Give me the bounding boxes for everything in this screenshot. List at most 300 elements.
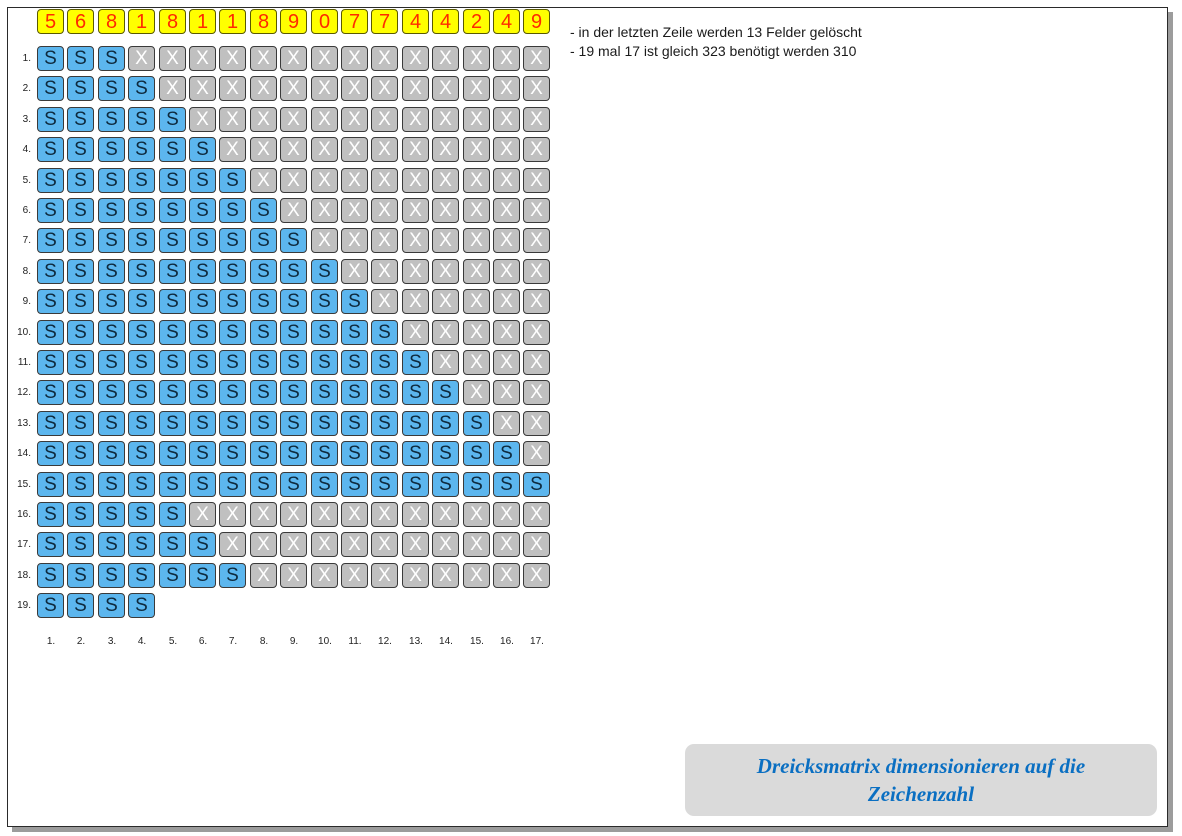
deleted-cell: X xyxy=(523,350,550,375)
deleted-cell: X xyxy=(523,76,550,101)
filled-cell: S xyxy=(463,411,490,436)
filled-cell: S xyxy=(219,259,246,284)
filled-cell: S xyxy=(98,320,125,345)
deleted-cell: X xyxy=(523,502,550,527)
deleted-cell: X xyxy=(432,137,459,162)
filled-cell: S xyxy=(98,76,125,101)
filled-cell: S xyxy=(189,380,216,405)
filled-cell: S xyxy=(280,350,307,375)
deleted-cell: X xyxy=(402,320,429,345)
deleted-cell: X xyxy=(250,502,277,527)
deleted-cell: X xyxy=(219,137,246,162)
row-label: 17. xyxy=(17,539,31,550)
filled-cell: S xyxy=(189,198,216,223)
deleted-cell: X xyxy=(280,532,307,557)
filled-cell: S xyxy=(311,259,338,284)
row-label: 16. xyxy=(17,509,31,520)
filled-cell: S xyxy=(37,532,64,557)
deleted-cell: X xyxy=(493,228,520,253)
deleted-cell: X xyxy=(432,198,459,223)
deleted-cell: X xyxy=(493,107,520,132)
digit-cell: 8 xyxy=(250,9,277,34)
filled-cell: S xyxy=(98,563,125,588)
filled-cell: S xyxy=(159,502,186,527)
filled-cell: S xyxy=(37,137,64,162)
deleted-cell: X xyxy=(250,46,277,71)
row-label: 7. xyxy=(22,235,31,246)
filled-cell: S xyxy=(250,228,277,253)
deleted-cell: X xyxy=(280,76,307,101)
deleted-cell: X xyxy=(463,380,490,405)
deleted-cell: X xyxy=(463,502,490,527)
filled-cell: S xyxy=(98,380,125,405)
filled-cell: S xyxy=(189,137,216,162)
filled-cell: S xyxy=(128,107,155,132)
filled-cell: S xyxy=(37,380,64,405)
digit-cell: 4 xyxy=(493,9,520,34)
filled-cell: S xyxy=(280,380,307,405)
row-label: 14. xyxy=(17,448,31,459)
filled-cell: S xyxy=(67,198,94,223)
deleted-cell: X xyxy=(250,137,277,162)
filled-cell: S xyxy=(67,168,94,193)
deleted-cell: X xyxy=(463,107,490,132)
deleted-cell: X xyxy=(311,168,338,193)
deleted-cell: X xyxy=(432,76,459,101)
filled-cell: S xyxy=(311,350,338,375)
filled-cell: S xyxy=(463,472,490,497)
deleted-cell: X xyxy=(250,76,277,101)
deleted-cell: X xyxy=(311,107,338,132)
deleted-cell: X xyxy=(189,76,216,101)
deleted-cell: X xyxy=(189,107,216,132)
deleted-cell: X xyxy=(402,289,429,314)
filled-cell: S xyxy=(250,411,277,436)
filled-cell: S xyxy=(189,532,216,557)
digit-cell: 9 xyxy=(523,9,550,34)
deleted-cell: X xyxy=(432,320,459,345)
filled-cell: S xyxy=(159,198,186,223)
filled-cell: S xyxy=(250,472,277,497)
deleted-cell: X xyxy=(463,198,490,223)
filled-cell: S xyxy=(37,259,64,284)
column-label: 7. xyxy=(228,636,238,647)
digit-cell: 2 xyxy=(463,9,490,34)
deleted-cell: X xyxy=(280,107,307,132)
column-label: 11. xyxy=(348,636,362,647)
filled-cell: S xyxy=(189,350,216,375)
deleted-cell: X xyxy=(493,198,520,223)
deleted-cell: X xyxy=(523,198,550,223)
filled-cell: S xyxy=(402,350,429,375)
deleted-cell: X xyxy=(523,441,550,466)
deleted-cell: X xyxy=(523,289,550,314)
deleted-cell: X xyxy=(402,168,429,193)
title-text: Dreicksmatrix dimensionieren auf die Zeichenzahl xyxy=(756,754,1086,806)
title-box xyxy=(685,744,1157,816)
deleted-cell: X xyxy=(463,168,490,193)
filled-cell: S xyxy=(159,350,186,375)
row-label: 18. xyxy=(17,570,31,581)
deleted-cell: X xyxy=(371,532,398,557)
filled-cell: S xyxy=(128,593,155,618)
column-label: 16. xyxy=(500,636,514,647)
row-label: 15. xyxy=(17,479,31,490)
deleted-cell: X xyxy=(402,46,429,71)
filled-cell: S xyxy=(37,46,64,71)
filled-cell: S xyxy=(159,168,186,193)
deleted-cell: X xyxy=(371,259,398,284)
filled-cell: S xyxy=(250,289,277,314)
digit-cell: 7 xyxy=(371,9,398,34)
deleted-cell: X xyxy=(341,532,368,557)
deleted-cell: X xyxy=(402,532,429,557)
filled-cell: S xyxy=(159,137,186,162)
deleted-cell: X xyxy=(219,76,246,101)
deleted-cell: X xyxy=(493,289,520,314)
row-label: 19. xyxy=(17,600,31,611)
deleted-cell: X xyxy=(311,76,338,101)
deleted-cell: X xyxy=(280,502,307,527)
filled-cell: S xyxy=(37,168,64,193)
filled-cell: S xyxy=(493,441,520,466)
filled-cell: S xyxy=(67,441,94,466)
filled-cell: S xyxy=(219,228,246,253)
filled-cell: S xyxy=(371,350,398,375)
deleted-cell: X xyxy=(371,289,398,314)
filled-cell: S xyxy=(159,563,186,588)
deleted-cell: X xyxy=(341,168,368,193)
filled-cell: S xyxy=(280,320,307,345)
deleted-cell: X xyxy=(311,46,338,71)
filled-cell: S xyxy=(37,198,64,223)
column-label: 15. xyxy=(470,636,484,647)
deleted-cell: X xyxy=(311,532,338,557)
deleted-cell: X xyxy=(371,46,398,71)
filled-cell: S xyxy=(128,228,155,253)
deleted-cell: X xyxy=(493,76,520,101)
deleted-cell: X xyxy=(523,563,550,588)
deleted-cell: X xyxy=(371,137,398,162)
deleted-cell: X xyxy=(280,137,307,162)
filled-cell: S xyxy=(67,563,94,588)
filled-cell: S xyxy=(341,472,368,497)
filled-cell: S xyxy=(432,441,459,466)
filled-cell: S xyxy=(67,320,94,345)
deleted-cell: X xyxy=(402,259,429,284)
digit-cell: 0 xyxy=(311,9,338,34)
filled-cell: S xyxy=(67,532,94,557)
digit-cell: 4 xyxy=(432,9,459,34)
deleted-cell: X xyxy=(280,563,307,588)
digit-cell: 6 xyxy=(67,9,94,34)
deleted-cell: X xyxy=(463,563,490,588)
filled-cell: S xyxy=(37,289,64,314)
deleted-cell: X xyxy=(341,76,368,101)
digit-cell: 8 xyxy=(98,9,125,34)
filled-cell: S xyxy=(189,259,216,284)
deleted-cell: X xyxy=(493,320,520,345)
row-label: 5. xyxy=(22,175,31,186)
filled-cell: S xyxy=(98,441,125,466)
deleted-cell: X xyxy=(371,107,398,132)
row-label: 11. xyxy=(17,357,31,368)
deleted-cell: X xyxy=(311,502,338,527)
filled-cell: S xyxy=(402,441,429,466)
filled-cell: S xyxy=(159,441,186,466)
filled-cell: S xyxy=(280,411,307,436)
filled-cell: S xyxy=(98,593,125,618)
deleted-cell: X xyxy=(371,76,398,101)
filled-cell: S xyxy=(128,168,155,193)
deleted-cell: X xyxy=(311,563,338,588)
filled-cell: S xyxy=(128,380,155,405)
deleted-cell: X xyxy=(341,107,368,132)
filled-cell: S xyxy=(280,228,307,253)
filled-cell: S xyxy=(341,441,368,466)
filled-cell: S xyxy=(67,593,94,618)
deleted-cell: X xyxy=(311,137,338,162)
deleted-cell: X xyxy=(463,259,490,284)
digit-cell: 1 xyxy=(128,9,155,34)
deleted-cell: X xyxy=(250,168,277,193)
filled-cell: S xyxy=(67,76,94,101)
column-label: 1. xyxy=(46,636,56,647)
deleted-cell: X xyxy=(493,168,520,193)
digit-cell: 8 xyxy=(159,9,186,34)
deleted-cell: X xyxy=(341,137,368,162)
deleted-cell: X xyxy=(523,46,550,71)
filled-cell: S xyxy=(98,532,125,557)
deleted-cell: X xyxy=(432,259,459,284)
deleted-cell: X xyxy=(463,76,490,101)
filled-cell: S xyxy=(341,289,368,314)
filled-cell: S xyxy=(219,472,246,497)
filled-cell: S xyxy=(189,441,216,466)
deleted-cell: X xyxy=(523,228,550,253)
column-label: 13. xyxy=(409,636,423,647)
filled-cell: S xyxy=(250,259,277,284)
row-label: 2. xyxy=(22,83,31,94)
column-label: 14. xyxy=(439,636,453,647)
filled-cell: S xyxy=(311,472,338,497)
digit-cell: 5 xyxy=(37,9,64,34)
deleted-cell: X xyxy=(341,198,368,223)
deleted-cell: X xyxy=(523,259,550,284)
deleted-cell: X xyxy=(402,198,429,223)
row-label: 8. xyxy=(22,266,31,277)
deleted-cell: X xyxy=(280,46,307,71)
deleted-cell: X xyxy=(523,411,550,436)
deleted-cell: X xyxy=(432,46,459,71)
filled-cell: S xyxy=(280,472,307,497)
filled-cell: S xyxy=(371,472,398,497)
deleted-cell: X xyxy=(159,76,186,101)
filled-cell: S xyxy=(37,320,64,345)
filled-cell: S xyxy=(219,198,246,223)
filled-cell: S xyxy=(280,259,307,284)
deleted-cell: X xyxy=(493,411,520,436)
note-line-1: - in der letzten Zeile werden 13 Felder gelöscht xyxy=(570,24,862,40)
row-label: 1. xyxy=(22,53,31,64)
filled-cell: S xyxy=(250,441,277,466)
filled-cell: S xyxy=(98,350,125,375)
deleted-cell: X xyxy=(402,76,429,101)
filled-cell: S xyxy=(67,472,94,497)
deleted-cell: X xyxy=(402,228,429,253)
deleted-cell: X xyxy=(128,46,155,71)
filled-cell: S xyxy=(371,441,398,466)
filled-cell: S xyxy=(67,259,94,284)
deleted-cell: X xyxy=(311,198,338,223)
filled-cell: S xyxy=(128,259,155,284)
deleted-cell: X xyxy=(463,137,490,162)
digit-cell: 1 xyxy=(189,9,216,34)
deleted-cell: X xyxy=(219,532,246,557)
column-label: 17. xyxy=(530,636,544,647)
filled-cell: S xyxy=(311,380,338,405)
deleted-cell: X xyxy=(341,259,368,284)
column-label: 9. xyxy=(289,636,299,647)
deleted-cell: X xyxy=(402,563,429,588)
filled-cell: S xyxy=(98,228,125,253)
filled-cell: S xyxy=(219,411,246,436)
filled-cell: S xyxy=(128,502,155,527)
filled-cell: S xyxy=(37,502,64,527)
filled-cell: S xyxy=(159,289,186,314)
deleted-cell: X xyxy=(463,350,490,375)
deleted-cell: X xyxy=(432,350,459,375)
filled-cell: S xyxy=(128,411,155,436)
column-label: 10. xyxy=(318,636,332,647)
deleted-cell: X xyxy=(280,198,307,223)
filled-cell: S xyxy=(280,441,307,466)
filled-cell: S xyxy=(159,380,186,405)
deleted-cell: X xyxy=(280,168,307,193)
filled-cell: S xyxy=(159,411,186,436)
deleted-cell: X xyxy=(493,137,520,162)
deleted-cell: X xyxy=(402,137,429,162)
filled-cell: S xyxy=(402,472,429,497)
filled-cell: S xyxy=(37,228,64,253)
filled-cell: S xyxy=(189,289,216,314)
filled-cell: S xyxy=(67,502,94,527)
row-label: 13. xyxy=(17,418,31,429)
deleted-cell: X xyxy=(371,563,398,588)
filled-cell: S xyxy=(98,259,125,284)
filled-cell: S xyxy=(432,380,459,405)
deleted-cell: X xyxy=(219,502,246,527)
filled-cell: S xyxy=(189,411,216,436)
filled-cell: S xyxy=(67,380,94,405)
deleted-cell: X xyxy=(493,46,520,71)
filled-cell: S xyxy=(189,168,216,193)
deleted-cell: X xyxy=(493,350,520,375)
filled-cell: S xyxy=(219,441,246,466)
deleted-cell: X xyxy=(341,563,368,588)
filled-cell: S xyxy=(37,76,64,101)
column-label: 4. xyxy=(137,636,147,647)
deleted-cell: X xyxy=(432,532,459,557)
filled-cell: S xyxy=(98,198,125,223)
column-label: 3. xyxy=(107,636,117,647)
deleted-cell: X xyxy=(341,46,368,71)
filled-cell: S xyxy=(37,411,64,436)
deleted-cell: X xyxy=(219,107,246,132)
deleted-cell: X xyxy=(250,532,277,557)
filled-cell: S xyxy=(311,411,338,436)
deleted-cell: X xyxy=(523,137,550,162)
deleted-cell: X xyxy=(463,289,490,314)
column-label: 12. xyxy=(378,636,392,647)
filled-cell: S xyxy=(67,46,94,71)
filled-cell: S xyxy=(371,320,398,345)
digit-cell: 9 xyxy=(280,9,307,34)
filled-cell: S xyxy=(159,320,186,345)
filled-cell: S xyxy=(219,380,246,405)
deleted-cell: X xyxy=(311,228,338,253)
filled-cell: S xyxy=(432,472,459,497)
deleted-cell: X xyxy=(371,168,398,193)
deleted-cell: X xyxy=(523,380,550,405)
filled-cell: S xyxy=(341,380,368,405)
filled-cell: S xyxy=(98,502,125,527)
deleted-cell: X xyxy=(463,228,490,253)
filled-cell: S xyxy=(341,320,368,345)
filled-cell: S xyxy=(67,350,94,375)
deleted-cell: X xyxy=(219,46,246,71)
filled-cell: S xyxy=(371,411,398,436)
filled-cell: S xyxy=(189,228,216,253)
deleted-cell: X xyxy=(463,46,490,71)
filled-cell: S xyxy=(341,411,368,436)
digit-cell: 7 xyxy=(341,9,368,34)
filled-cell: S xyxy=(37,593,64,618)
filled-cell: S xyxy=(159,532,186,557)
filled-cell: S xyxy=(37,107,64,132)
deleted-cell: X xyxy=(523,107,550,132)
filled-cell: S xyxy=(128,76,155,101)
filled-cell: S xyxy=(98,168,125,193)
deleted-cell: X xyxy=(523,532,550,557)
deleted-cell: X xyxy=(341,502,368,527)
deleted-cell: X xyxy=(493,259,520,284)
filled-cell: S xyxy=(219,320,246,345)
filled-cell: S xyxy=(67,289,94,314)
filled-cell: S xyxy=(98,289,125,314)
notes xyxy=(570,24,862,62)
deleted-cell: X xyxy=(493,532,520,557)
filled-cell: S xyxy=(402,380,429,405)
deleted-cell: X xyxy=(432,107,459,132)
filled-cell: S xyxy=(311,289,338,314)
filled-cell: S xyxy=(250,350,277,375)
column-label: 5. xyxy=(168,636,178,647)
filled-cell: S xyxy=(98,137,125,162)
deleted-cell: X xyxy=(341,228,368,253)
filled-cell: S xyxy=(67,228,94,253)
deleted-cell: X xyxy=(371,198,398,223)
deleted-cell: X xyxy=(371,228,398,253)
filled-cell: S xyxy=(219,563,246,588)
row-label: 9. xyxy=(22,296,31,307)
deleted-cell: X xyxy=(402,107,429,132)
filled-cell: S xyxy=(128,532,155,557)
filled-cell: S xyxy=(128,350,155,375)
filled-cell: S xyxy=(432,411,459,436)
filled-cell: S xyxy=(159,107,186,132)
filled-cell: S xyxy=(463,441,490,466)
